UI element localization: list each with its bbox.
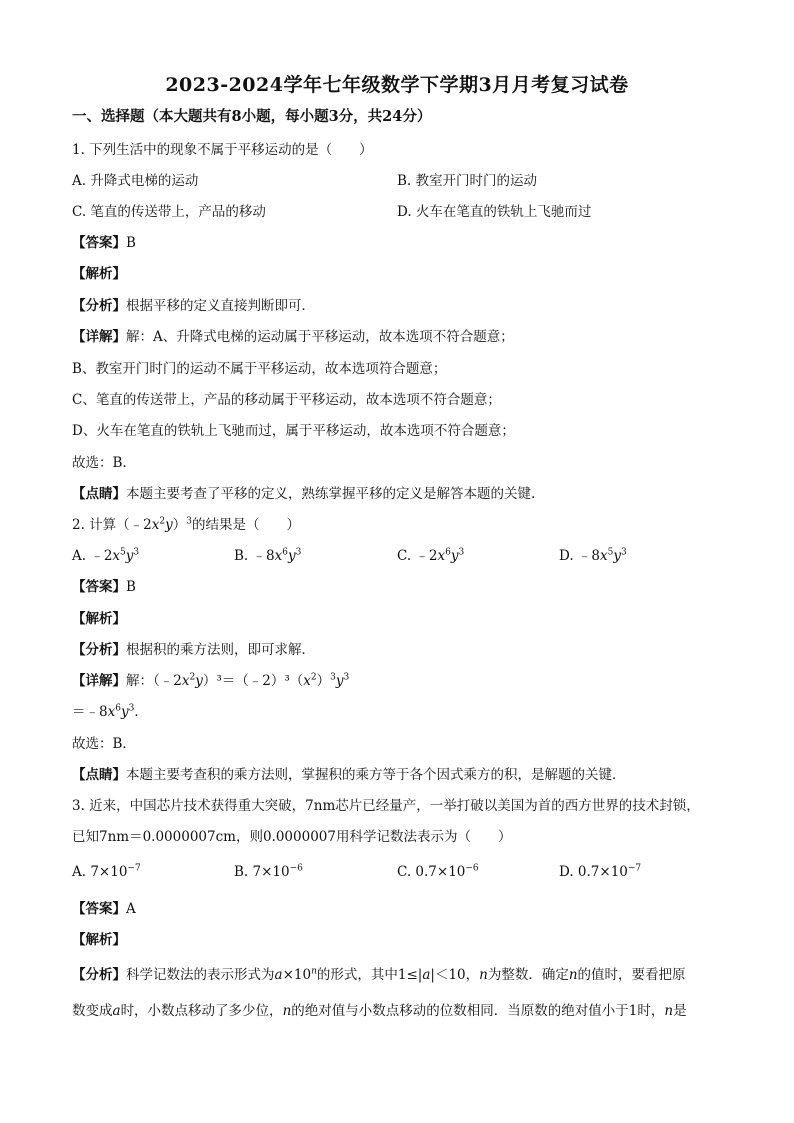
q1-dianjing-text: 本题主要考查了平移的定义，熟练掌握平移的定义是解答本题的关键. <box>126 486 536 502</box>
q1-option-a: A. 升降式电梯的运动 <box>72 173 199 189</box>
q2-dianjing <box>72 765 626 785</box>
q3-fenxi-d: 为整数．确定 <box>487 967 569 983</box>
q3-option-d <box>559 862 641 882</box>
q2-stem-suffix: 的结果是（ ） <box>192 517 300 533</box>
q2-result-prefix: ＝﹣8 <box>72 704 108 720</box>
q2-option-d: D. $﹣8x^5y^3$ <box>559 547 627 564</box>
q3-option-c <box>397 862 479 882</box>
q3-line2-a: 数变成 <box>72 1003 113 1019</box>
q2-option-b-text: B. ﹣8 <box>234 548 275 564</box>
q2-result: $=﹣8x^6y^3$． <box>72 703 148 720</box>
q1-xiangjie-text: 解：A、升降式电梯的运动属于平移运动，故本选项不符合题意； <box>126 329 514 345</box>
answer-label: 【答案】 <box>72 235 126 251</box>
fenxi-label: 【分析】 <box>72 967 126 983</box>
q1-jiexi-label: 【解析】 <box>72 266 126 282</box>
q1-xiangjie <box>72 327 514 347</box>
q1-conclusion: 故选：B. <box>72 455 127 471</box>
q3-fenxi-c: ＜10， <box>434 967 480 983</box>
xiangjie-label: 【详解】 <box>72 329 126 345</box>
q1-answer <box>72 233 136 253</box>
q3-option-a <box>72 862 141 882</box>
q3-fenxi-b: 的形式，其中1≤ <box>316 967 418 983</box>
q2-option-b: B. $﹣8x^6y^3$ <box>234 547 302 564</box>
fenxi-label: 【分析】 <box>72 298 126 314</box>
q3-option-a-text: A. 7×10 <box>72 864 128 880</box>
q3-fenxi-e: 的值时，要看把原 <box>577 967 686 983</box>
q3-answer-value: A <box>126 901 136 917</box>
section-heading: 一、选择题（本大题共有8小题，每小题3分，共24分） <box>72 108 432 125</box>
xiangjie-label: 【详解】 <box>72 673 126 689</box>
q2-option-c-text: C. ﹣2 <box>397 548 438 564</box>
q2-stem-prefix: 2. 计算（﹣2 <box>72 517 152 533</box>
q2-fenxi <box>72 640 315 660</box>
q1-dianjing <box>72 484 535 504</box>
q2-option-a-text: A. ﹣2 <box>72 548 113 564</box>
q3-line2-b: 时，小数点移动了多少位， <box>120 1003 283 1019</box>
q1-option-c: C. 笔直的传送带上，产品的移动 <box>72 204 266 220</box>
q3-fenxi-line2: 数变成a时，小数点移动了多少位，n的绝对值与小数点移动的位数相同．当原数的绝对值小于1时，n是 <box>72 1003 687 1019</box>
q3-line2-c: 的绝对值与小数点移动的位数相同．当原数的绝对值小于1时， <box>291 1003 665 1019</box>
q2-xiangjie-mid: ）³＝（﹣2）³（ <box>202 673 304 689</box>
q1-detail-b: B、教室开门时门的运动不属于平移运动，故本选项符合题意； <box>72 361 447 377</box>
q3-fenxi-a: 科学记数法的表示形式为 <box>126 967 275 983</box>
dianjing-label: 【点睛】 <box>72 767 126 783</box>
q2-answer <box>72 577 136 597</box>
q3-stem-line2: 已知7nm＝0.0000007cm，则0.0000007用科学记数法表示为（ ） <box>72 829 512 845</box>
q1-answer-value: B <box>126 235 136 251</box>
q1-option-b: B. 教室开门时门的运动 <box>397 173 538 189</box>
q3-option-d-text: D. 0.7×10 <box>559 864 628 880</box>
q2-option-d-text: D. ﹣8 <box>559 548 601 564</box>
q1-option-d: D. 火车在笔直的铁轨上飞驰而过 <box>397 204 592 220</box>
q3-option-b <box>234 862 303 882</box>
q1-fenxi <box>72 296 315 316</box>
q3-jiexi-label: 【解析】 <box>72 932 126 948</box>
q1-detail-d: D、火车在笔直的铁轨上飞驰而过，属于平移运动，故本选项不符合题意； <box>72 423 515 439</box>
q3-option-b-exp: −6 <box>289 863 303 874</box>
q3-line2-d: 是 <box>673 1003 687 1019</box>
q1-stem: 1. 下列生活中的现象不属于平移运动的是（ ） <box>72 142 373 158</box>
q2-xiangjie-prefix: 解：（﹣2 <box>126 673 182 689</box>
q2-conclusion: 故选：B． <box>72 736 136 752</box>
q2-xiangjie: 【详解】解：$(﹣2x^2y)^3=(﹣2)^3(x^2)^3y^3$ <box>72 672 350 689</box>
q2-answer-value: B <box>126 579 136 595</box>
page-title: 2023-2024学年七年级数学下学期3月月考复习试卷 <box>165 74 629 96</box>
q3-option-c-exp: −6 <box>465 863 479 874</box>
q3-fenxi-line1: 【分析】科学记数法的表示形式为$a\times 10^n$的形式，其中1≤|a|＜10，n为整数．确定n的值时，要看把原 <box>72 966 686 983</box>
q2-jiexi-label: 【解析】 <box>72 611 126 627</box>
q3-option-a-exp: −7 <box>127 863 141 874</box>
answer-label: 【答案】 <box>72 579 126 595</box>
q3-answer <box>72 899 136 919</box>
q2-dianjing-text: 本题主要考查积的乘方法则，掌握积的乘方等于各个因式乘方的积，是解题的关键． <box>126 767 626 783</box>
q3-option-d-exp: −7 <box>627 863 642 874</box>
q2-fenxi-text: 根据积的乘方法则，即可求解． <box>126 642 315 658</box>
q3-stem-line1: 3. 近来，中国芯片技术获得重大突破，7nm芯片已经量产，一举打破以美国为首的西方世界的技术封锁， <box>72 798 700 814</box>
answer-label: 【答案】 <box>72 901 126 917</box>
q3-option-b-text: B. 7×10 <box>234 864 290 880</box>
q2-option-c: C. $﹣2x^6y^3$ <box>397 547 465 564</box>
q2-stem: 2. 计算$(﹣2x^2y)^3$的结果是（ ） <box>72 516 300 533</box>
fenxi-label: 【分析】 <box>72 642 126 658</box>
q1-fenxi-text: 根据平移的定义直接判断即可． <box>126 298 315 314</box>
q1-detail-c: C、笔直的传送带上，产品的移动属于平移运动，故本选项不符合题意； <box>72 392 501 408</box>
q3-option-c-text: C. 0.7×10 <box>397 864 466 880</box>
q2-option-a: A. $﹣2x^5y^3$ <box>72 547 140 564</box>
dianjing-label: 【点睛】 <box>72 486 126 502</box>
